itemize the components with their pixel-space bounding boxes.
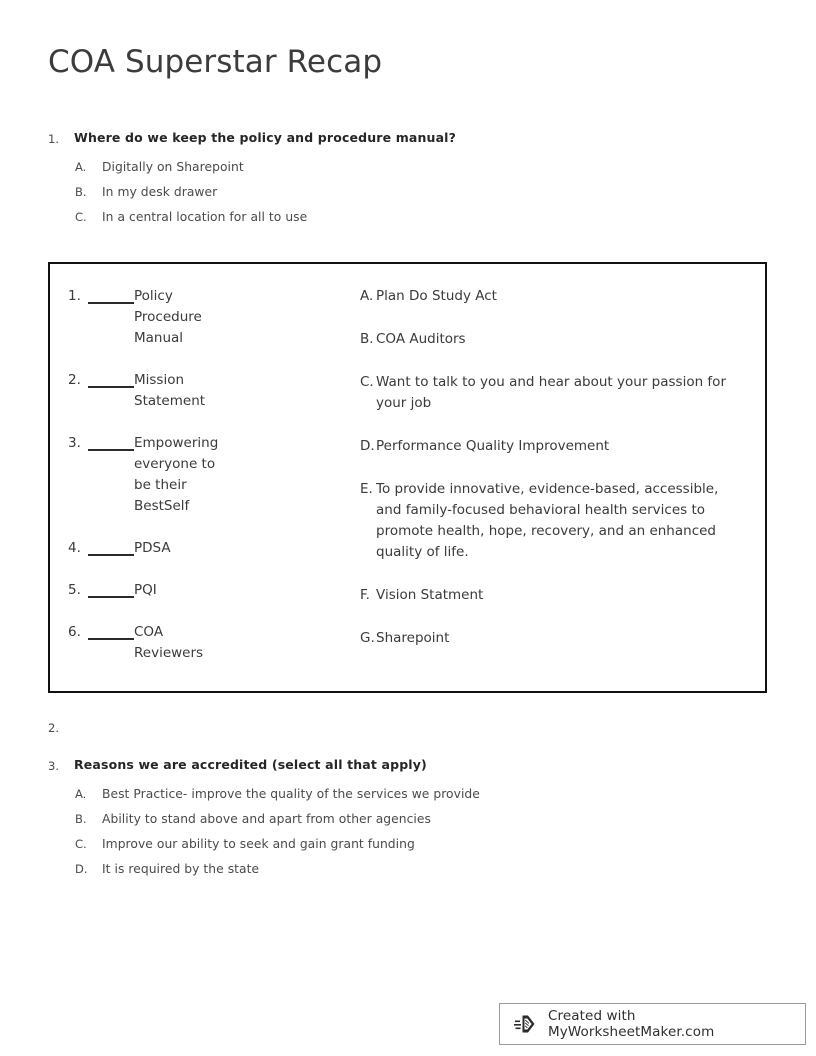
- matching-item-label: Empowering everyone to be their BestSelf: [134, 435, 219, 514]
- answer-option[interactable]: [48, 862, 768, 876]
- matching-item-number: 6.: [68, 624, 81, 640]
- matching-answer-blank[interactable]: [86, 433, 134, 454]
- matching-choice-letter: B.: [360, 331, 374, 347]
- matching-choice-letter: C.: [360, 374, 374, 390]
- answer-option-text: It is required by the state: [102, 862, 260, 876]
- answer-option-letter: A.: [75, 160, 87, 174]
- question-options-3: [48, 787, 768, 876]
- answer-option[interactable]: [48, 160, 768, 174]
- answer-option-letter: C.: [75, 210, 87, 224]
- matching-left-item: [68, 433, 348, 517]
- matching-choice-text: COA Auditors: [376, 331, 466, 347]
- question-number-1: 1.: [48, 132, 59, 146]
- matching-answer-blank[interactable]: [86, 370, 134, 391]
- matching-left-item: [68, 370, 348, 412]
- matching-right-item: [360, 585, 748, 606]
- matching-choice-letter: G.: [360, 630, 375, 646]
- matching-left-item: [68, 580, 348, 601]
- question-heading-1: [48, 130, 768, 146]
- matching-item-label: PDSA: [134, 540, 171, 556]
- matching-choice-text: Performance Quality Improvement: [376, 438, 610, 454]
- matching-left-column: [68, 286, 348, 685]
- answer-option[interactable]: [48, 787, 768, 801]
- matching-answer-blank[interactable]: [86, 538, 134, 559]
- question-heading-3: [48, 757, 768, 773]
- matching-choice-text: Sharepoint: [376, 630, 450, 646]
- matching-answer-blank[interactable]: [86, 580, 134, 601]
- matching-choice-text: Want to talk to you and hear about your passion for your job: [376, 374, 726, 411]
- matching-choice-text: Plan Do Study Act: [376, 288, 497, 304]
- matching-right-item: [360, 628, 748, 649]
- matching-exercise-box: [48, 262, 767, 693]
- question-options-1: [48, 160, 768, 224]
- matching-right-item: [360, 286, 748, 307]
- question-prompt-1: Where do we keep the policy and procedure manual?: [74, 130, 457, 145]
- answer-option[interactable]: [48, 812, 768, 826]
- matching-item-number: 4.: [68, 540, 81, 556]
- answer-option-text: Digitally on Sharepoint: [102, 160, 244, 174]
- footer-attribution-text: Created with MyWorksheetMaker.com: [548, 1008, 715, 1040]
- answer-option-text: Best Practice- improve the quality of the services we provide: [102, 787, 480, 801]
- matching-item-label: PQI: [134, 582, 157, 598]
- matching-item-label: COA Reviewers: [134, 624, 204, 661]
- matching-choice-letter: E.: [360, 481, 373, 497]
- answer-option-letter: B.: [75, 812, 87, 826]
- answer-option[interactable]: [48, 210, 768, 224]
- answer-option-letter: B.: [75, 185, 87, 199]
- matching-item-label: Policy Procedure Manual: [134, 288, 202, 346]
- answer-option-letter: A.: [75, 787, 87, 801]
- matching-choice-letter: D.: [360, 438, 375, 454]
- matching-choice-letter: A.: [360, 288, 374, 304]
- answer-option-letter: C.: [75, 837, 87, 851]
- matching-right-item: [360, 329, 748, 350]
- answer-option-text: In a central location for all to use: [102, 210, 308, 224]
- answer-option-text: In my desk drawer: [102, 185, 218, 199]
- question-block-3: [48, 757, 768, 887]
- matching-item-number: 5.: [68, 582, 81, 598]
- answer-option-text: Improve our ability to seek and gain grant funding: [102, 837, 415, 851]
- matching-right-column: [360, 286, 748, 671]
- question-block-1: [48, 130, 768, 235]
- matching-item-number: 3.: [68, 435, 81, 451]
- matching-item-number: 2.: [68, 372, 81, 388]
- matching-left-item: [68, 538, 348, 559]
- matching-choice-letter: F.: [360, 587, 370, 603]
- matching-right-item: [360, 436, 748, 457]
- answer-option-letter: D.: [75, 862, 88, 876]
- matching-answer-blank[interactable]: [86, 622, 134, 643]
- answer-option[interactable]: [48, 837, 768, 851]
- matching-choice-text: Vision Statment: [376, 587, 484, 603]
- question-prompt-3: Reasons we are accredited (select all that apply): [74, 757, 427, 772]
- matching-right-item: [360, 479, 748, 563]
- answer-option-text: Ability to stand above and apart from other agencies: [102, 812, 431, 826]
- matching-item-number: 1.: [68, 288, 81, 304]
- matching-left-item: [68, 286, 348, 349]
- matching-item-label: Mission Statement: [134, 372, 206, 409]
- answer-option[interactable]: [48, 185, 768, 199]
- matching-left-item: [68, 622, 348, 664]
- page-title: COA Superstar Recap: [48, 44, 383, 80]
- question-number-3: 3.: [48, 759, 59, 773]
- rocket-logo-icon: [514, 1011, 540, 1037]
- footer-attribution-badge[interactable]: [499, 1003, 806, 1045]
- matching-choice-text: To provide innovative, evidence-based, accessible, and family-focused behavioral health services to promote health, hope, recovery, and an enhanced quality of life.: [376, 481, 719, 560]
- matching-right-item: [360, 372, 748, 414]
- matching-inner: [50, 264, 765, 691]
- question-number-2: 2.: [48, 721, 59, 735]
- matching-answer-blank[interactable]: [86, 286, 134, 307]
